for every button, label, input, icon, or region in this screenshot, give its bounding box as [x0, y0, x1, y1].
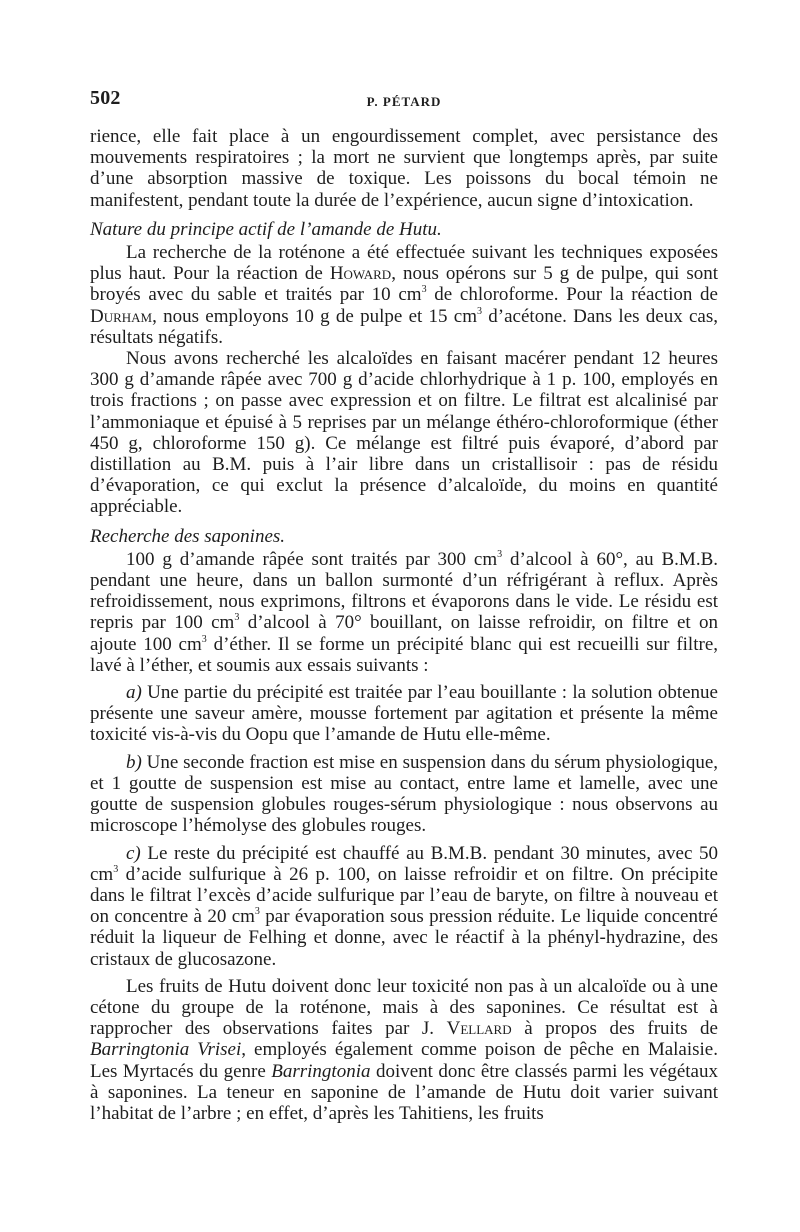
text-run: , nous opérons sur 5 g de pulpe, qui sont broyés avec du sable et traités par 10 cm [90, 263, 718, 306]
text-run: , nous employons 10 g de pulpe et 15 cm [152, 305, 478, 327]
author-name-durham: Durham [90, 305, 153, 327]
text-run: d’acétone. Dans les deux cas, résultats négatifs. [90, 305, 718, 348]
author-name-howard: Howard [329, 263, 392, 285]
section-heading-saponines [90, 526, 718, 547]
heading-text: Recherche des saponines. [90, 525, 286, 547]
text-run: Une partie du précipité est traitée par l’eau bouillante : la solution obtenue présente une saveur amère, mousse fortement par agitation et présente la même toxicité vis-à-vis du Oopu que l’amande de Hutu elle-même. [90, 682, 718, 746]
text-run: Les fruits de Hutu doivent donc leur toxicité non pas à un alcaloïde ou à une cétone du groupe de la roténone, mais à des saponines. Ce résultat est à rapprocher des observations faites par J. [90, 975, 718, 1040]
section-heading-nature [90, 219, 718, 240]
superscript: 3 [421, 284, 427, 296]
genus-name: Barringtonia [271, 1060, 371, 1082]
superscript: 3 [234, 612, 240, 624]
text-run: par évaporation sous pression réduite. Le liquide concentré réduit la liqueur de Felhing et donne, avec le réactif à la phényl-hydrazine, des cristaux de glucosazone. [90, 906, 718, 970]
species-name: Barringtonia Vrisei [90, 1039, 242, 1061]
text-run: La recherche de la roténone a été effectuée suivant les techniques exposées plus haut. Pour la réaction de [90, 242, 718, 285]
paragraph-test-a [90, 682, 718, 746]
body-text [90, 126, 718, 1124]
running-head [90, 88, 718, 112]
paragraph-text: rience, elle fait place à un engourdissement complet, avec persistance des mouvements respiratoires ; la mort ne survient que longtemps après, par suite d’une absorption massive de toxique. Les poissons du bocal témoin ne manifestent, pendant toute la durée de l’expérience, aucun signe d’intoxication. [90, 126, 718, 211]
superscript: 3 [254, 906, 260, 918]
superscript: 3 [201, 633, 207, 645]
list-label-b: b) [126, 751, 142, 773]
paragraph-test-b [90, 752, 718, 837]
list-label-c: c) [126, 842, 141, 864]
text-run: 100 g d’amande râpée sont traités par 300 cm [126, 548, 498, 570]
page-number: 502 [90, 87, 121, 109]
author-name-vellard: Vellard [446, 1018, 512, 1040]
paragraph-test-c [90, 843, 718, 970]
heading-text: Nature du principe actif de l’amande de Hutu. [90, 218, 442, 240]
paragraph-rotenone [90, 242, 718, 348]
text-run: Une seconde fraction est mise en suspension dans du sérum physiologique, et 1 goutte de suspension est mise au contact, entre lame et lamelle, avec une goutte de suspension globules rouges-sérum physiologique : nous observons au microscope l’hémolyse des globules rouges. [90, 751, 718, 837]
paragraph-text: Nous avons recherché les alcaloïdes en faisant macérer pendant 12 heures 300 g d’amande râpée avec 700 g d’acide chlorhydrique à 1 p. 100, employés en trois fractions ; on passe avec expression et on filtre. Le filtrat est alcalinisé par l’ammoniaque et épuisé à 5 reprises par un mélange éthéro-chloroformique (éther 450 g, chloroforme 150 g). Ce mélange est filtré puis évaporé, d’abord par distillation au B.M. puis à l’air libre dans un cristallisoir : pas de résidu d’évaporation, ce qui exclut la présence d’alcaloïde, du moins en quantité appréciable. [90, 348, 718, 518]
paragraph-alcaloides [90, 348, 718, 518]
superscript: 3 [497, 548, 503, 560]
text-run: d’alcool à 70° bouillant, on laisse refroidir, on filtre et on ajoute 100 cm [90, 612, 719, 655]
text-run: , employés également comme poison de pêche en Malaisie. Les Myrtacés du genre [90, 1039, 718, 1082]
text-run: doivent donc être classés parmi les végétaux à saponines. La teneur en saponine de l’amande de Hutu doit varier suivant l’habitat de l’arbre ; en effet, d’après les Tahitiens, les fruits [90, 1060, 718, 1124]
text-run: d’éther. Il se forme un précipité blanc qui est recueilli sur filtre, lavé à l’éther, et soumis aux essais suivants : [90, 633, 719, 676]
list-label-a: a) [126, 682, 142, 704]
text-run: Le reste du précipité est chauffé au B.M.B. pendant 30 minutes, avec 50 cm [90, 842, 718, 885]
text-run: de chloroforme. Pour la réaction de [426, 284, 718, 306]
paragraph-saponines [90, 549, 718, 676]
running-head-author: P. PÉTARD [366, 94, 442, 109]
text-run: d’alcool à 60°, au B.M.B. pendant une heure, dans un ballon surmonté d’un réfrigérant à reflux. Après refroidissement, nous exprimons, filtrons et évaporons dans le vide. Le résidu est repris par 100 cm [90, 548, 718, 634]
superscript: 3 [113, 863, 119, 875]
text-run: à propos des fruits de [511, 1018, 718, 1040]
superscript: 3 [477, 305, 483, 317]
paragraph-intro [90, 126, 718, 211]
paragraph-conclusion [90, 976, 718, 1124]
text-run: d’acide sulfurique à 26 p. 100, on laisse refroidir et on filtre. On précipite dans le filtrat l’excès d’acide sulfurique par l’eau de baryte, on filtre à nouveau et on concentre à 20 cm [90, 863, 718, 928]
